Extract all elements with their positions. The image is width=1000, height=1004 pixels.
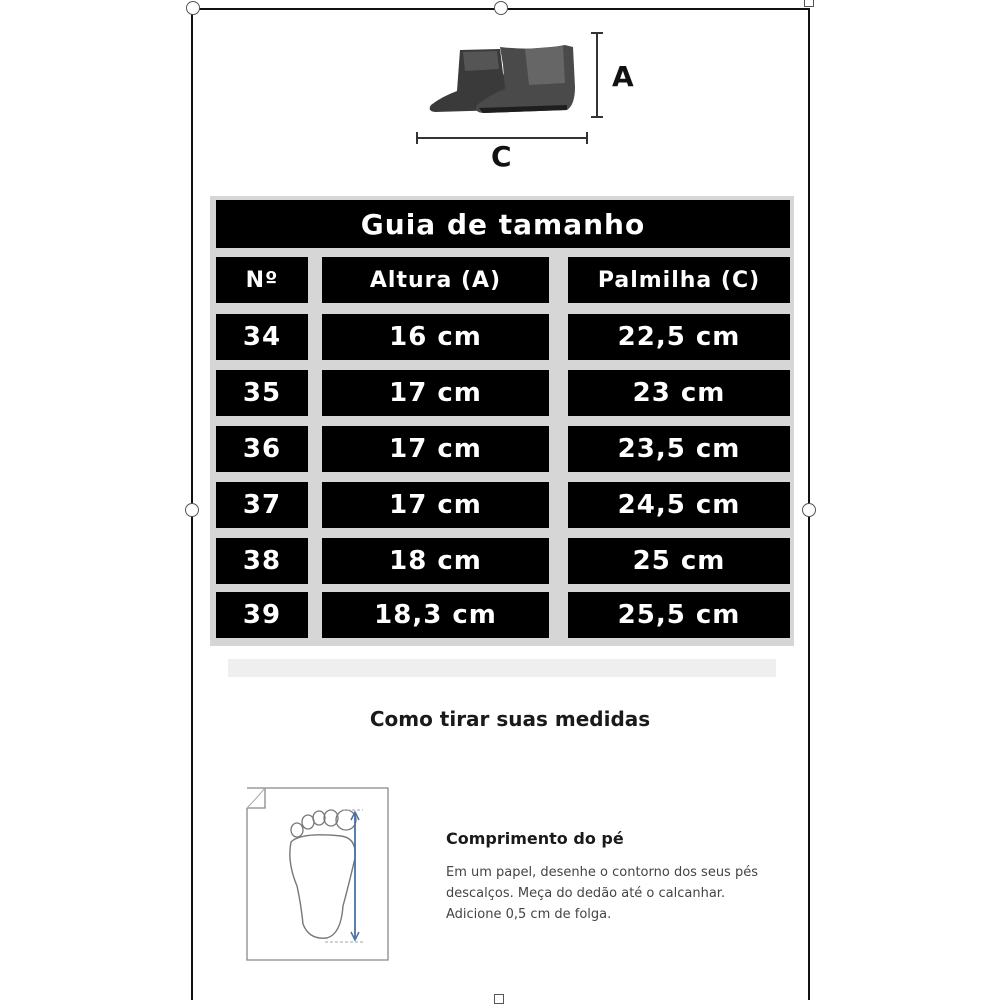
divider-bar bbox=[228, 659, 776, 677]
boot-diagram bbox=[405, 25, 655, 175]
size-number: 38 bbox=[216, 538, 308, 584]
insole-value: 23,5 cm bbox=[568, 426, 790, 472]
height-value: 16 cm bbox=[322, 314, 549, 360]
length-label-c: C bbox=[491, 140, 512, 173]
footprint-icon bbox=[245, 786, 390, 962]
height-value: 17 cm bbox=[322, 482, 549, 528]
header-number: Nº bbox=[216, 257, 308, 303]
size-number: 37 bbox=[216, 482, 308, 528]
header-insole: Palmilha (C) bbox=[568, 257, 790, 303]
insole-value: 25,5 cm bbox=[568, 592, 790, 638]
header-height: Altura (A) bbox=[322, 257, 549, 303]
resize-handle-middle-left[interactable] bbox=[185, 503, 199, 517]
measure-instructions-title: Como tirar suas medidas bbox=[369, 707, 651, 731]
resize-handle-top-right[interactable] bbox=[804, 0, 814, 7]
resize-handle-top-left[interactable] bbox=[186, 1, 200, 15]
size-number: 39 bbox=[216, 592, 308, 638]
table-title: Guia de tamanho bbox=[216, 200, 790, 248]
insole-value: 25 cm bbox=[568, 538, 790, 584]
resize-handle-top-center[interactable] bbox=[494, 1, 508, 15]
height-value: 18,3 cm bbox=[322, 592, 549, 638]
height-value: 17 cm bbox=[322, 370, 549, 416]
foot-length-heading: Comprimento do pé bbox=[446, 829, 624, 848]
size-guide-table bbox=[210, 196, 794, 646]
height-value: 18 cm bbox=[322, 538, 549, 584]
height-label-a: A bbox=[612, 60, 634, 93]
foot-illustration bbox=[245, 786, 390, 962]
insole-value: 24,5 cm bbox=[568, 482, 790, 528]
size-number: 35 bbox=[216, 370, 308, 416]
height-value: 17 cm bbox=[322, 426, 549, 472]
insole-value: 22,5 cm bbox=[568, 314, 790, 360]
resize-handle-bottom-center[interactable] bbox=[494, 994, 504, 1004]
foot-length-instructions: Em um papel, desenhe o contorno dos seus pés descalços. Meça do dedão até o calcanhar. Adicione 0,5 cm de folga. bbox=[446, 865, 758, 922]
resize-handle-middle-right[interactable] bbox=[802, 503, 816, 517]
boots-icon bbox=[405, 25, 655, 175]
size-number: 36 bbox=[216, 426, 308, 472]
insole-value: 23 cm bbox=[568, 370, 790, 416]
size-number: 34 bbox=[216, 314, 308, 360]
